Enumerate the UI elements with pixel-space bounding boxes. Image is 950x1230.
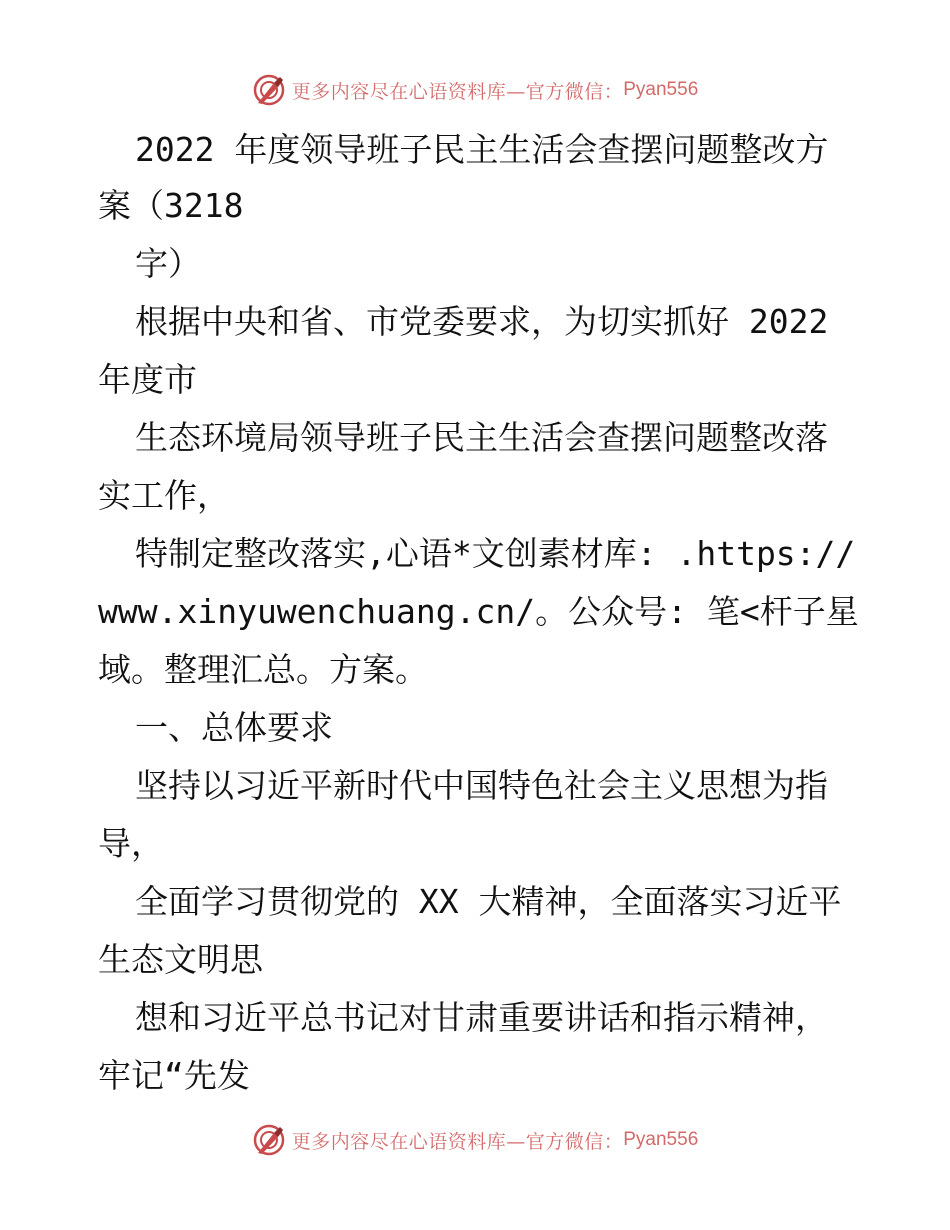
paragraph-line: 全面学习贯彻党的 XX 大精神，全面落实习近平 — [135, 882, 842, 921]
paragraph-line: 导， — [98, 824, 164, 863]
title-line-3: 字） — [135, 244, 201, 283]
paragraph-line: 特制定整改落实,心语*文创素材库: .https:// — [135, 534, 856, 573]
paragraph-line: 想和习近平总书记对甘肃重要讲话和指示精神， — [135, 998, 828, 1037]
pen-logo-icon — [252, 73, 286, 107]
header-banner — [0, 70, 950, 110]
footer-banner-text: 更多内容尽在心语资料库—官方微信： — [291, 1130, 624, 1153]
paragraph-line: 生态环境局领导班子民主生活会查摆问题整改落 — [135, 418, 828, 457]
footer-banner — [0, 1120, 950, 1160]
paragraph-line: 坚持以习近平新时代中国特色社会主义思想为指 — [135, 766, 828, 805]
paragraph-line: 实工作， — [98, 476, 230, 515]
paragraph-line: 年度市 — [98, 360, 197, 399]
paragraph-line: 牢记“先发 — [98, 1056, 250, 1095]
paragraph-line: www.xinyuwenchuang.cn/。公众号: 笔<杆子星 — [98, 592, 859, 631]
paragraph-line: 生态文明思 — [98, 940, 263, 979]
header-banner-text: 更多内容尽在心语资料库—官方微信： — [291, 80, 624, 103]
section-heading: 一、总体要求 — [135, 708, 333, 747]
header-wechat-id: Pyan556 — [623, 79, 699, 100]
title-line-1: 2022 年度领导班子民主生活会查摆问题整改方 — [135, 130, 829, 169]
footer-wechat-id: Pyan556 — [623, 1129, 699, 1150]
pen-logo-icon — [252, 1123, 286, 1157]
paragraph-line: 根据中央和省、市党委要求，为切实抓好 2022 — [135, 302, 829, 341]
paragraph-line: 域。整理汇总。方案。 — [98, 650, 428, 689]
title-line-2: 案（3218 — [98, 186, 244, 225]
